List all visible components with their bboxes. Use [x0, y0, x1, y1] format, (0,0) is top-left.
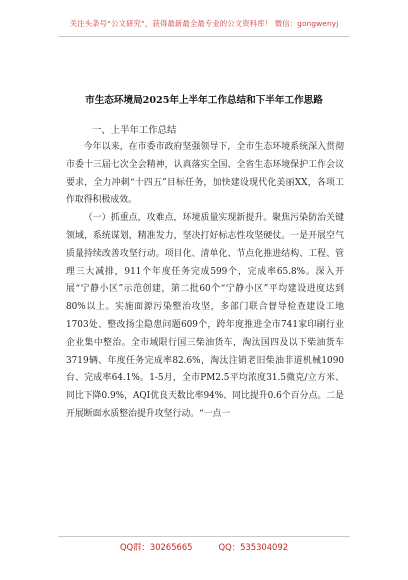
qq-number: 535304092 [240, 542, 289, 552]
body-paragraph: （一）抓重点，攻难点，环境质量实现新提升。聚焦污染防治关键领域，系统谋划，精准发力，坚决打好标志性攻坚硬仗。一是开展空气质量持续改善攻坚行动。项目化、清单化、节点化推进结构、工程、管理三大减排，911个年度任务完成599个，完成率65.8%。深入开展“宁静小区”示范创建，第二批60个“宁静小区”平均建设进度达到80%以上。实施面源污染整治攻坚，多部门联合督导检查建设工地1703处、整改扬尘隐患问题609个，跨年度推进全市741家印刷行业企业集中整治。全市域限行国三柴油货车，淘汰国四及以下柴油货车3719辆、年度任务完成率82.6%，淘汰注销老旧柴油非道机械1090台、完成率64.1%。1-5月，全市PM2.5平均浓度31.5微克/立方米、同比下降0.9%，AQI优良天数比率94%、同比提升0.6个百分点。二是开展断面水质整治提升攻坚行动。“一点一 [66, 213, 344, 419]
qq-group-label: QQ群： [119, 542, 150, 552]
document-title: 市生态环境局2025年上半年工作总结和下半年工作思路 [85, 95, 323, 106]
footer-contact [0, 541, 408, 553]
qq-group-number: 30265665 [149, 542, 193, 552]
qq-label: QQ： [218, 542, 241, 552]
body-paragraph: 今年以来，在市委市政府坚强领导下，全市生态环境系统深入贯彻市委十三届七次全会精神，认真落实全国、全省生态环境保护工作会议要求，全力冲刺“十四五”目标任务，加快建设现代化美丽XX，各项工作取得积极成效。 [66, 142, 344, 206]
section-heading: 一、上半年工作总结 [92, 125, 177, 136]
footer-divider [58, 536, 350, 537]
header-divider [58, 36, 350, 37]
document-body [66, 139, 344, 531]
header-promo-note: 关注头条号“公文研究”，获得最新最全最专业的公文资料库！ 微信：gongwenyj [69, 19, 339, 28]
